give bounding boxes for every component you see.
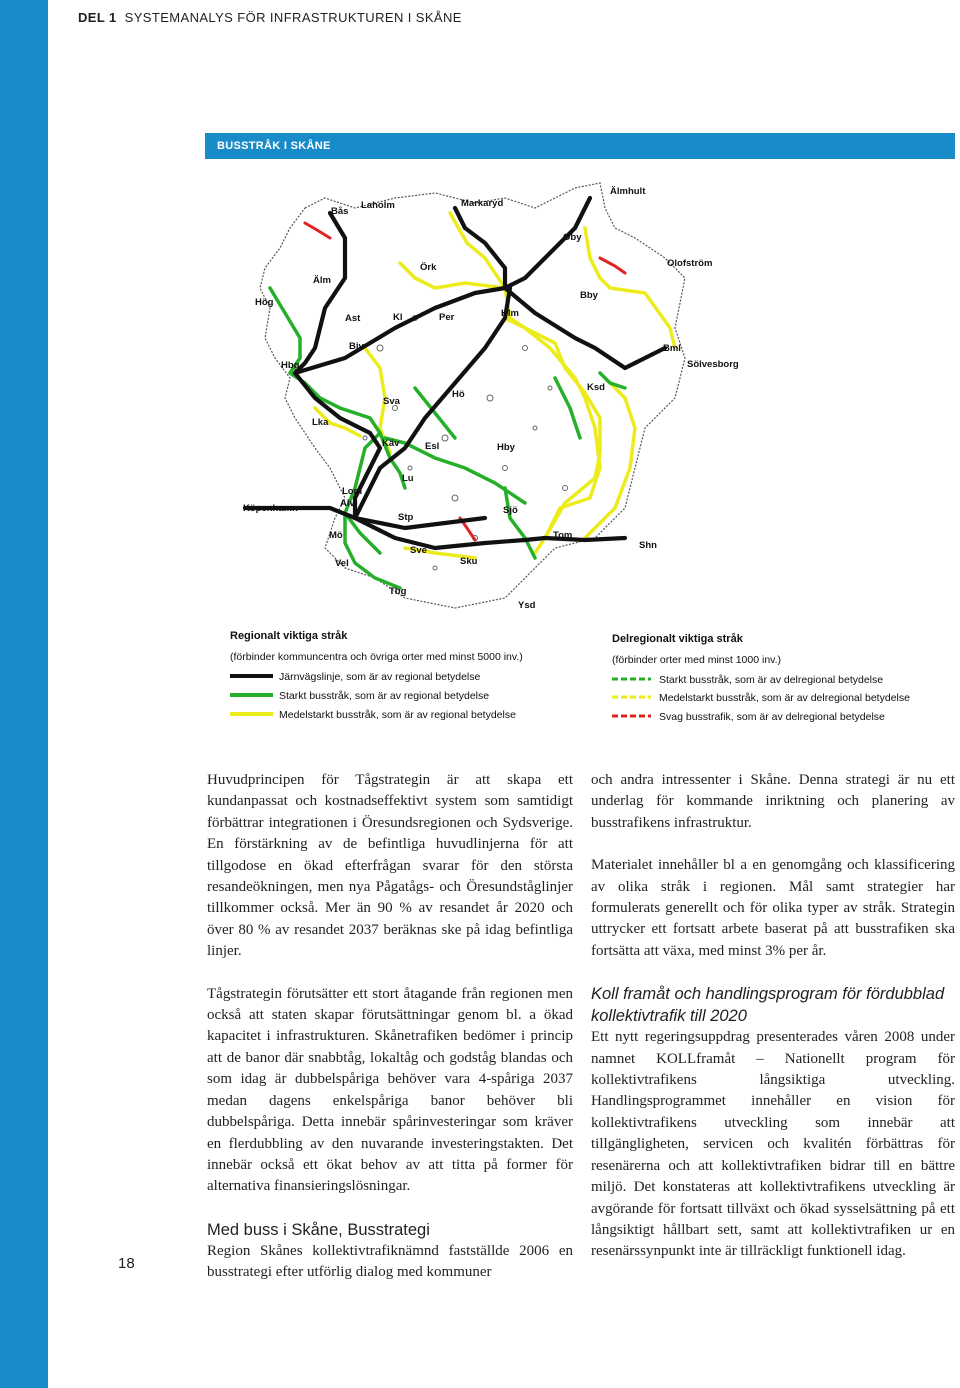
busstrategi-heading: Med buss i Skåne, Busstrategi bbox=[207, 1220, 430, 1239]
legend-subregional bbox=[612, 633, 910, 723]
town-ho: Hö bbox=[452, 389, 465, 400]
legend-regional-title: Regionalt viktiga stråk bbox=[230, 630, 348, 642]
town-kl: Kl bbox=[393, 312, 403, 323]
right-text-column bbox=[591, 770, 955, 1263]
header-title: SYSTEMANALYS FÖR INFRASTRUKTUREN I SKÅNE bbox=[124, 10, 462, 25]
town-alm: Älm bbox=[313, 275, 331, 286]
town-tbg: Tbg bbox=[389, 586, 407, 597]
town-shn: Shn bbox=[639, 540, 657, 551]
town-kav: Käv bbox=[382, 438, 400, 449]
town-hlm: Hlm bbox=[501, 308, 519, 319]
town-tom: Tom bbox=[553, 530, 573, 541]
town-sjo: Sjö bbox=[503, 505, 518, 516]
side-color-bar bbox=[0, 0, 48, 1388]
legend-subregional-subtitle: (förbinder orter med minst 1000 inv.) bbox=[612, 654, 782, 666]
left-paragraph-3: Region Skånes kollektivtrafiknämnd fastställde 2006 en busstrategi efter utförlig dialog med kommuner bbox=[207, 1242, 573, 1281]
map-banner: BUSSTRÅK I SKÅNE bbox=[205, 133, 955, 159]
running-header bbox=[78, 10, 462, 25]
town-lka: Lka bbox=[312, 417, 329, 428]
town-vel: Vel bbox=[335, 558, 349, 569]
town-lu: Lu bbox=[402, 473, 414, 484]
town-kopenhamn: Köpenhamn bbox=[243, 503, 298, 514]
left-paragraph-1: Huvudprincipen för Tågstrategin är att skapa ett kundanpassat och kostnadseffektivt system som samtidigt förbättrar integrationen i Öresundsregionen och Sydsverige. En förstärkning av de befintliga huvudlinjerna för att tillgodose en ökad efterfrågan svarar för den största resandeökningen, men nya Pågatågs- och Öresundståglinjer tillkommer också. Mer än 90 % av resandet år 2020 och över 80 % av resandet 2037 beräknas ske på idag befintliga linjer. bbox=[207, 772, 573, 960]
legend-medium-label: Medelstarkt busstråk, som är av regional betydelse bbox=[279, 709, 516, 721]
legend-regional-subtitle: (förbinder kommuncentra och övriga orter med minst 5000 inv.) bbox=[230, 651, 523, 663]
page-number: 18 bbox=[118, 1255, 135, 1272]
town-hog: Hög bbox=[255, 297, 274, 308]
town-per: Per bbox=[439, 312, 455, 323]
town-bjv: Bjv bbox=[349, 341, 364, 352]
town-laholm: Laholm bbox=[361, 200, 395, 211]
town-ysd: Ysd bbox=[518, 600, 536, 611]
town-ast: Ast bbox=[345, 313, 361, 324]
town-esl: Esl bbox=[425, 441, 440, 452]
town-ork: Örk bbox=[420, 262, 437, 273]
kollframat-heading: Koll framåt och handlingsprogram för fördubblad kollektivtrafik till 2020 bbox=[591, 985, 945, 1026]
legend-sub-strong-label: Starkt busstråk, som är av delregional betydelse bbox=[659, 674, 884, 686]
legend-sub-medium-label: Medelstarkt busstråk, som är av delregional betydelse bbox=[659, 692, 910, 704]
legend-sub-weak-label: Svag busstrafik, som är av delregional betydelse bbox=[659, 711, 885, 723]
legend-rail-label: Järnvägslinje, som är av regional betydelse bbox=[279, 671, 481, 683]
town-mo: Mö bbox=[329, 530, 343, 541]
bus-corridor-map bbox=[205, 168, 955, 733]
town-olofstrom: Olofström bbox=[667, 258, 713, 269]
left-paragraph-2: Tågstrategin förutsätter ett stort åtagande från regionen men också att staten skapar förutsättningar genom bl. a ökad kapacitet i infrastrukturen. Skånetrafiken bedömer i princip att de banor där snabbtåg, lokaltåg och godståg blandas och som idag är dubbelspåriga behöver vara 4-spåriga 2037 medan dagens enkelspåriga banor behöver bli dubbelspåriga. Detta innebär spårinvesteringar som kräver en flerdubbling av den nuvarande investeringstakten. Det innebär också ett ökat behov av att titta på former för alternativa finansieringslösningar. bbox=[207, 985, 573, 1195]
town-bby: Bby bbox=[580, 290, 598, 301]
town-hbg: Hbg bbox=[281, 360, 300, 371]
town-sve: Sve bbox=[410, 545, 427, 556]
town-markaryd: Markaryd bbox=[461, 198, 504, 209]
right-paragraph-3: Ett nytt regeringsuppdrag presenterades våren 2008 under namnet KOLLframåt – Nationellt program för kollektivtrafikens långsiktiga utveckling. Handlingsprogrammet innehåller en vision för kollektivtrafikens utveckling som innebär att tillgängligheten, servicen och kvalitén förbättras för resenärerna och att kollektivtrafiken bidrar till en bättre miljö. Det konstateras att kollektivtrafikens utveckling är avgörande för fortsatt tillväxt och ökad sysselsättning på ett långsiktigt hållbart sett, samt att kollektivtrafiken ur en resenärssynpunkt inte är tillräckligt funktionell idag. bbox=[591, 1029, 955, 1260]
town-hby: Hby bbox=[497, 442, 515, 453]
town-almhult: Älmhult bbox=[610, 186, 646, 197]
town-solvesborg: Sölvesborg bbox=[687, 359, 739, 370]
legend-regional bbox=[230, 630, 523, 721]
town-bml: Bml bbox=[663, 343, 681, 354]
right-paragraph-2: Materialet innehåller bl a en genomgång och klassificering av olika stråk i regionen. Mål samt strategier har formulerats generellt och för olika typer av stråk. Strategin uttrycker ett fortsatt arbete baserat på att busstrafiken ska fortsätta att växa, med minst 3% per år. bbox=[591, 857, 955, 959]
town-stp: Stp bbox=[398, 512, 414, 523]
town-bas: Bås bbox=[331, 206, 349, 217]
town-lom: Lom bbox=[342, 486, 363, 497]
left-text-column bbox=[207, 770, 573, 1284]
town-ksd: Ksd bbox=[587, 382, 605, 393]
town-oby: Oby bbox=[563, 232, 582, 243]
legend-subregional-title: Delregionalt viktiga stråk bbox=[612, 633, 743, 645]
header-part: DEL 1 bbox=[78, 10, 117, 25]
town-sva: Sva bbox=[383, 396, 400, 407]
right-paragraph-1: och andra intressenter i Skåne. Denna strategi är nu ett underlag för kommande inriktning och planering av busstrafikens infrastruktur. bbox=[591, 772, 955, 831]
legend-strong-label: Starkt busstråk, som är av regional betydelse bbox=[279, 690, 490, 702]
town-alv: Alv bbox=[340, 498, 355, 509]
town-sku: Sku bbox=[460, 556, 478, 567]
